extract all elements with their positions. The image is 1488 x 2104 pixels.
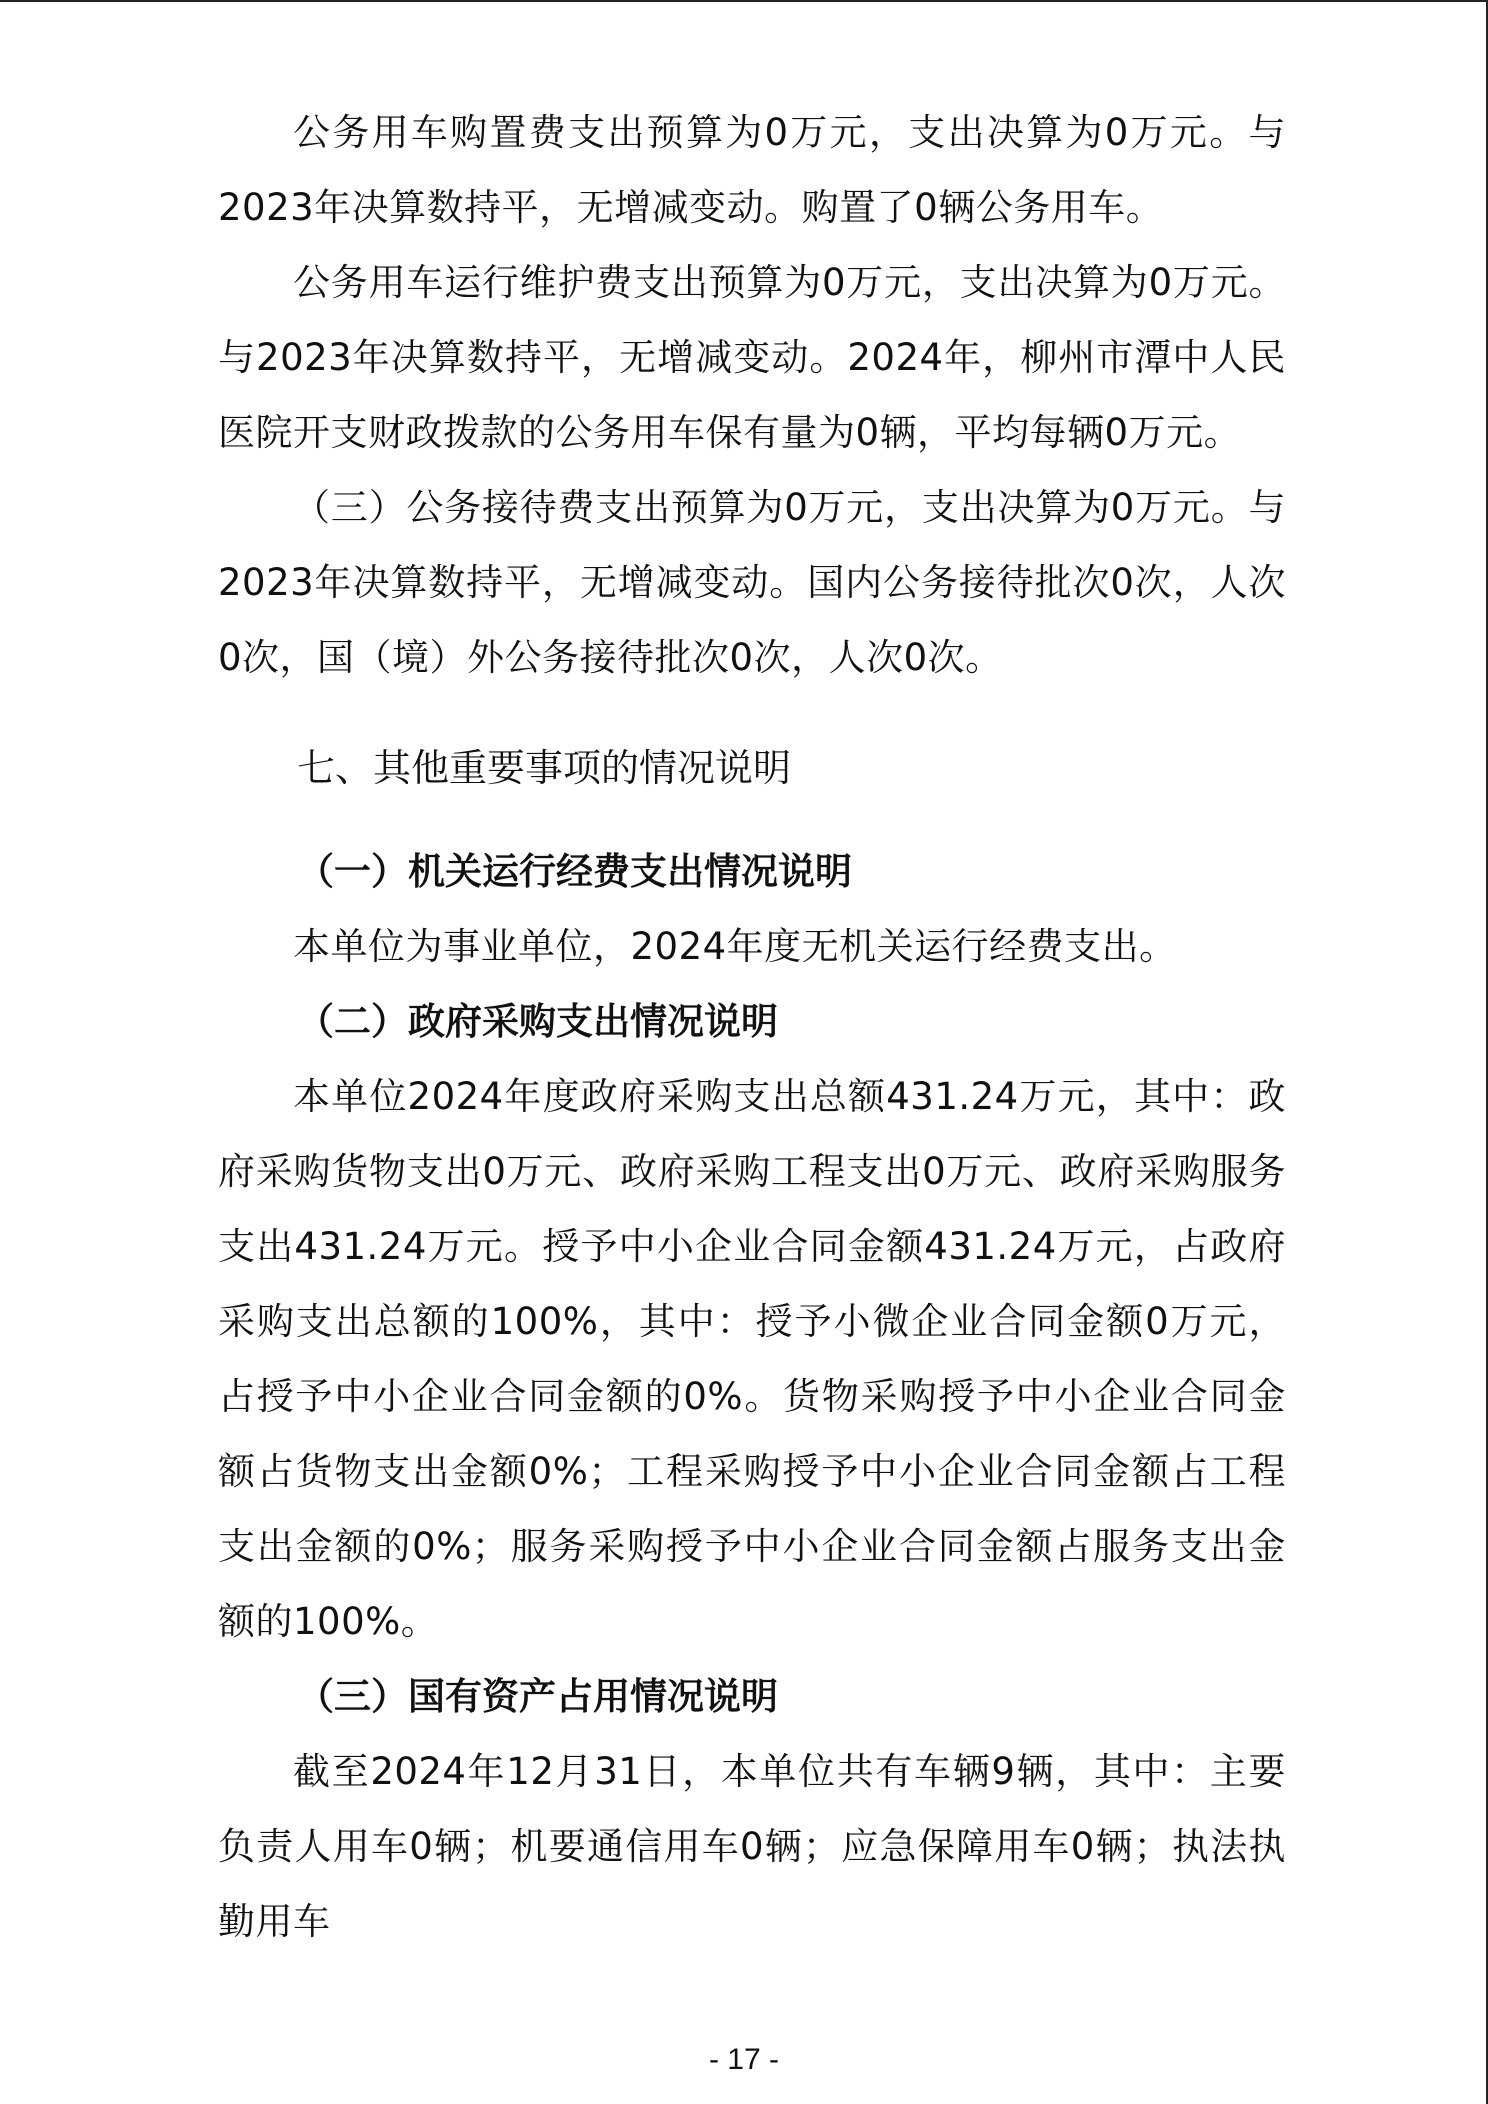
subsection-2-heading: （二）政府采购支出情况说明 [297,1000,778,1043]
subsection-1-heading: （一）机关运行经费支出情况说明 [297,850,852,893]
paragraph-vehicle-maintenance: 公务用车运行维护费支出预算为0万元，支出决算为0万元。与2023年决算数持平，无增减变动。2024年，柳州市潭中人民医院开支财政拨款的公务用车保有量为0辆，平均每辆0万元。 [218,261,1286,454]
document-body [218,95,1286,1959]
subsection-2-text: 本单位2024年度政府采购支出总额431.24万元，其中：政府采购货物支出0万元、政府采购工程支出0万元、政府采购服务支出431.24万元。授予中小企业合同金额431.24万元，占政府采购支出总额的100%，其中：授予小微企业合同金额0万元，占授予中小企业合同金额的0%。货物采购授予中小企业合同金额占货物支出金额0%；工程采购授予中小企业合同金额占工程支出金额的0%；服务采购授予中小企业合同金额占服务支出金额的100%。 [218,1075,1286,1643]
page-number: - 17 - [708,2043,780,2076]
paragraph-reception-expenses: （三）公务接待费支出预算为0万元，支出决算为0万元。与2023年决算数持平，无增减变动。国内公务接待批次0次，人次0次，国（境）外公务接待批次0次，人次0次。 [218,486,1286,679]
subsection-1-text: 本单位为事业单位，2024年度无机关运行经费支出。 [293,925,1177,968]
subsection-3-heading: （三）国有资产占用情况说明 [297,1675,778,1718]
subsection-3-text: 截至2024年12月31日，本单位共有车辆9辆，其中：主要负责人用车0辆；机要通信用车0辆；应急保障用车0辆；执法执勤用车 [218,1750,1286,1943]
top-border-line [0,0,1488,2]
section-seven-heading: 七、其他重要事项的情况说明 [297,746,792,790]
paragraph-vehicle-purchase: 公务用车购置费支出预算为0万元，支出决算为0万元。与2023年决算数持平，无增减变动。购置了0辆公务用车。 [218,111,1286,229]
